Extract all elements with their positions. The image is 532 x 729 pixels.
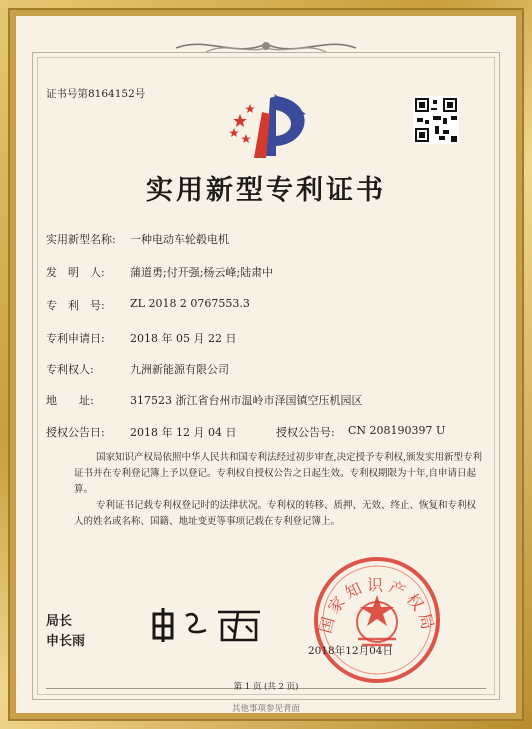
signature-icon (148, 604, 268, 644)
seal-date: 2018年12月04日 (308, 645, 393, 657)
row-label: 地 址: (46, 394, 94, 407)
row-value: 一种电动车轮毂电机 (130, 233, 229, 246)
row-value: 2018 年 05 月 22 日 (130, 332, 237, 345)
row-label: 授权公告号: (276, 426, 335, 439)
top-ornament-icon (166, 34, 366, 60)
row-label: 专利权人: (46, 363, 94, 376)
certificate-title: 实用新型专利证书 (146, 175, 386, 206)
row-application-date (16, 330, 516, 346)
row-address (16, 392, 516, 408)
row-value: 九洲新能源有限公司 (130, 363, 229, 376)
chief-name-label: 申长雨 (46, 634, 86, 649)
row-inventor (16, 264, 516, 280)
certificate-number: 证书号第8164152号 (46, 88, 146, 100)
row-value: 317523 浙江省台州市温岭市泽国镇空压机园区 (130, 394, 363, 407)
paragraph-grant: 国家知识产权局依照中华人民共和国专利法经过初步审查,决定授予专利权,颁发实用新型专利证书并在专利登记簿上予以登记。专利权自授权公告之日起生效。专利权期限为十年,自申请日起算。 (74, 452, 483, 495)
row-patent-number (16, 297, 516, 313)
certificate-paper (16, 16, 516, 713)
qr-code-icon (413, 96, 459, 144)
row-value: 蒲道勇;付开强;杨云峰;陆肃中 (130, 266, 274, 279)
row-value: 2018 年 12 月 04 日 (130, 426, 237, 439)
row-label: 发 明 人: (46, 266, 105, 279)
paragraph-legal: 专利证书记载专利权登记时的法律状况。专利权的转移、质押、无效、终止、恢复和专利权人的姓名或名称、国籍、地址变更等事项记载在专利登记簿上。 (74, 500, 477, 527)
patent-office-logo-icon (226, 90, 312, 162)
row-value: ZL 2018 2 0767553.3 (130, 297, 250, 310)
row-grant (16, 424, 516, 440)
row-label: 实用新型名称: (46, 233, 116, 246)
row-utility-model-name (16, 231, 516, 247)
official-seal-icon (312, 555, 442, 685)
row-value: CN 208190397 U (348, 424, 446, 437)
chief-label: 局长 (46, 614, 73, 629)
page-indicator: 第 1 页 (共 2 页) (233, 682, 299, 692)
row-label: 授权公告日: (46, 426, 105, 439)
bottom-note: 其他事项参见背面 (231, 704, 300, 713)
row-patentee (16, 361, 516, 377)
row-label: 专 利 号: (46, 299, 105, 312)
seal-text: 国家知识产权局 (315, 575, 439, 636)
row-label: 专利申请日: (46, 332, 105, 345)
